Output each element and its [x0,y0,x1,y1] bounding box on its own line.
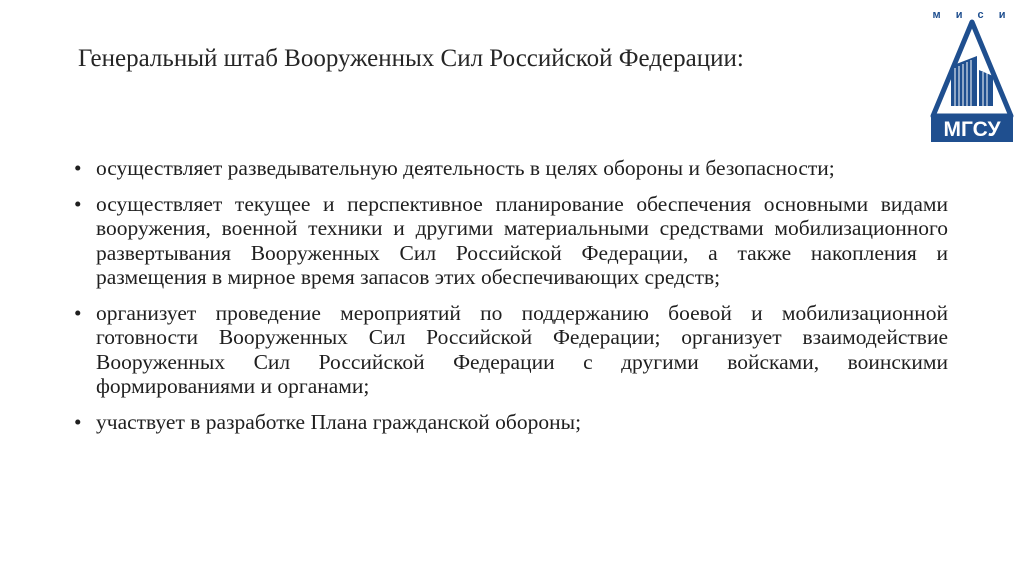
bullet-item [72,301,948,399]
slide-title: Генеральный штаб Вооруженных Сил Российской Федерации: [78,45,744,72]
logo-bottom-text: МГСУ [943,118,1001,141]
logo-top-text: м и с и [932,9,1012,21]
bullet-text: осуществляет разведывательную деятельность в целях обороны и безопасности; [96,156,835,180]
bullet-dot: • [74,156,82,180]
bullet-item [72,192,948,290]
bullet-dot: • [74,409,82,434]
bullet-dot: • [74,300,82,325]
bullet-text: организует проведение мероприятий по поддержанию боевой и мобилизационной готовности Вооруженных Сил Российской Федерации; организует взаимодействие Вооруженных Сил Российской Федерации с другими войсками, воинскими формированиями и органами; [96,300,948,398]
bullet-item [72,410,948,435]
bullet-text: осуществляет текущее и перспективное планирование обеспечения основными видами вооружения, военной техники и другими материальными средствами мобилизационного развертывания Вооруженных Сил Российской Федерации, а также накопления и размещения в мирное время запасов этих обеспечивающих средств; [96,191,948,289]
bullet-text: участвует в разработке Плана гражданской обороны; [96,409,582,434]
bullet-dot: • [74,191,82,216]
bullet-list [72,156,948,445]
bullet-item [72,156,948,181]
mgsu-logo [927,6,1017,146]
